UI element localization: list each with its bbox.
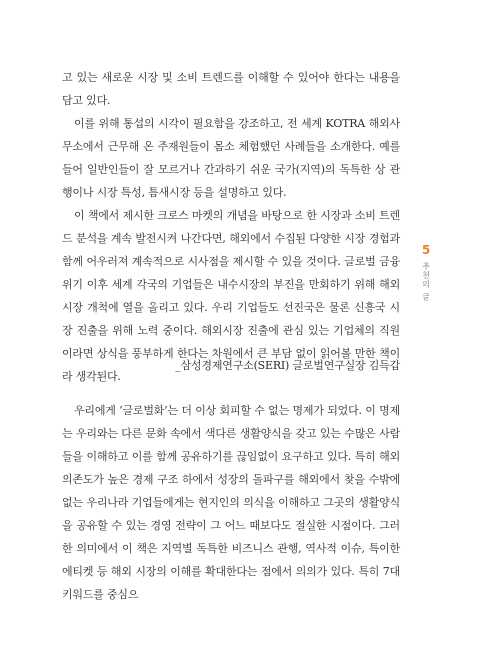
paragraph: 이를 위해 통섭의 시각이 필요함을 강조하고, 전 세계 KOTRA 해외사무소에서 근무해 온 주재원들이 몸소 체험했던 사례들을 소개한다. 예를 들어 일반인들이 잘 모르거나 간과하기 쉬운 국가(지역)의 독특한 상 관행이나 시장 특성, 틈새시장 등을 설명하고 있다. <box>62 117 400 199</box>
author-attribution: _삼성경제연구소(SERI) 글로벌연구실장 김득갑 <box>175 359 400 372</box>
paragraph: 고 있는 새로운 시장 및 소비 트렌드를 이해할 수 있어야 한다는 내용을 담고 있다. <box>62 71 400 107</box>
recommendation-text-1 <box>62 66 400 388</box>
paragraph: 이 책에서 제시한 크로스 마켓의 개념을 바탕으로 한 시장과 소비 트렌드 분석을 계속 발전시켜 나간다면, 해외에서 수집된 다양한 시장 경험과 함께 어우러져 계속적으로 시사점을 제시할 수 있을 것이다. 글로벌 금융위기 이후 세계 각국의 기업들은 내수시장의 부진을 만회하기 위해 해외시장 개척에 열을 올리고 있다. 우리 기업들도 선진국은 물론 신흥국 시장 진출을 위해 노력 중이다. 해외시장 진출에 관심 있는 기업체의 직원이라면 상식을 풍부하게 한다는 차원에서 큰 부담 없이 읽어볼 만한 책이라 생각된다. <box>62 209 400 383</box>
recommendation-text-2 <box>62 399 400 606</box>
paragraph: 우리에게 ‘글로벌화’는 더 이상 회피할 수 없는 명제가 되었다. 이 명제는 우리와는 다른 문화 속에서 색다른 생활양식을 갖고 있는 수많은 사람들을 이해하고 이를 함께 공유하기를 끊임없이 요구하고 있다. 특히 해외 의존도가 높은 경제 구조 하에서 성장의 돌파구를 해외에서 찾을 수밖에 없는 우리나라 기업들에게는 현지인의 의식을 이해하고 그곳의 생활양식을 공유할 수 있는 경영 전략이 그 어느 때보다도 절실한 시점이다. 그러한 의미에서 이 책은 지역별 독특한 비즈니스 관행, 역사적 이슈, 특이한 에티켓 등 해외 시장의 이해를 확대한다는 점에서 의의가 있다. 특히 7대 키워드를 중심으 <box>62 404 400 601</box>
section-label: 추천의 글 <box>421 262 431 302</box>
page-number: 5 <box>421 243 431 257</box>
section-side-tab <box>418 243 434 302</box>
